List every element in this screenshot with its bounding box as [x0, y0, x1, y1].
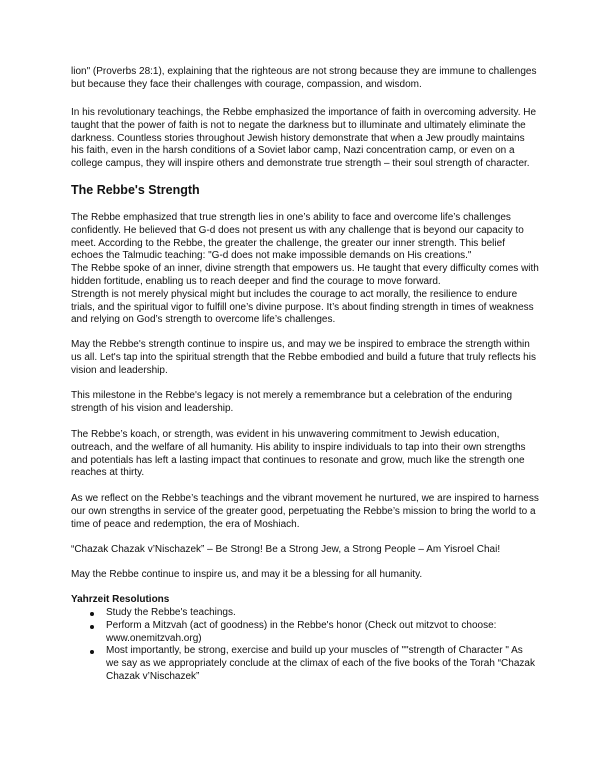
paragraph-milestone: This milestone in the Rebbe's legacy is not merely a remembrance but a celebration of the enduring strength of his vision and leadership.: [71, 390, 513, 414]
paragraph-true-strength: The Rebbe emphasized that true strength lies in one’s ability to face and overcome life’s challenges confidently. He believed that G-d does not present us with any challenge that is beyond our capacity to meet. According to the Rebbe, the greater the challenge, the greater our inner strength. This belief echoes the Talmudic teaching: "G-d does not make impossible demands on His creations." The Rebbe spoke of an inner, divine strength that empowers us. He taught that every difficulty comes with hidden fortitude, enabling us to reach deeper and find the courage to move forward. Strength is not merely physical might but includes the courage to act morally, the resilience to endure trials, and the spiritual vigor to fulfill one’s divine purpose. It’s about finding strength in times of weakness and relying on God’s strength to overcome life’s challenges.: [71, 212, 539, 326]
list-item: Most importantly, be strong, exercise and build up your muscles of ""strength of Character " As we say as we appropriately conclude at the climax of each of the five books of the Torah “Chazak Chazak v’Nischazek”: [71, 645, 535, 683]
paragraph-blessing: May the Rebbe continue to inspire us, and may it be a blessing for all humanity.: [71, 569, 423, 580]
section-heading: The Rebbe's Strength: [71, 183, 200, 197]
paragraph-reflect: As we reflect on the Rebbe’s teachings and the vibrant movement he nurtured, we are inspired to harness our own strengths in service of the greater good, perpetuating the Rebbe’s mission to bring the world to a time of peace and redemption, the era of Moshiach.: [71, 493, 539, 530]
resolutions-list: [71, 607, 535, 684]
bullet-icon: [90, 625, 94, 629]
paragraph-chazak: “Chazak Chazak v’Nischazek” – Be Strong! Be a Strong Jew, a Strong People – Am Yisroel Chai!: [71, 544, 501, 555]
paragraph-proverbs: lion" (Proverbs 28:1), explaining that the righteous are not strong because they are immune to challenges but because they face their challenges with courage, compassion, and wisdom.: [71, 66, 537, 90]
resolutions-heading: Yahrzeit Resolutions: [71, 594, 170, 605]
list-item: Study the Rebbe's teachings.: [71, 607, 535, 620]
paragraph-koach: The Rebbe’s koach, or strength, was evident in his unwavering commitment to Jewish education, outreach, and the welfare of all humanity. His ability to inspire individuals to tap into their own strengths and potentials has left a lasting impact that continues to resonate and grow, much like the strength one reaches at thirty.: [71, 429, 526, 479]
paragraph-faith: In his revolutionary teachings, the Rebbe emphasized the importance of faith in overcoming adversity. He taught that the power of faith is not to negate the darkness but to illuminate and ultimately eliminate the darkness. Countless stories throughout Jewish history demonstrate that when a Jew proudly maintains his faith, even in the harsh conditions of a Soviet labor camp, Nazi concentration camp, or even on a college campus, they will inspire others and demonstrate true strength – their soul strength of character.: [71, 107, 537, 170]
bullet-icon: [90, 650, 94, 654]
list-item: Perform a Mitzvah (act of goodness) in the Rebbe's honor (Check out mitzvot to choose: www.onemitzvah.org): [71, 620, 535, 646]
bullet-icon: [90, 612, 94, 616]
paragraph-inspire: May the Rebbe's strength continue to inspire us, and may we be inspired to embrace the strength within us all. Let's tap into the spiritual strength that the Rebbe embodied and build a future that truly reflects his vision and leadership.: [71, 339, 536, 376]
